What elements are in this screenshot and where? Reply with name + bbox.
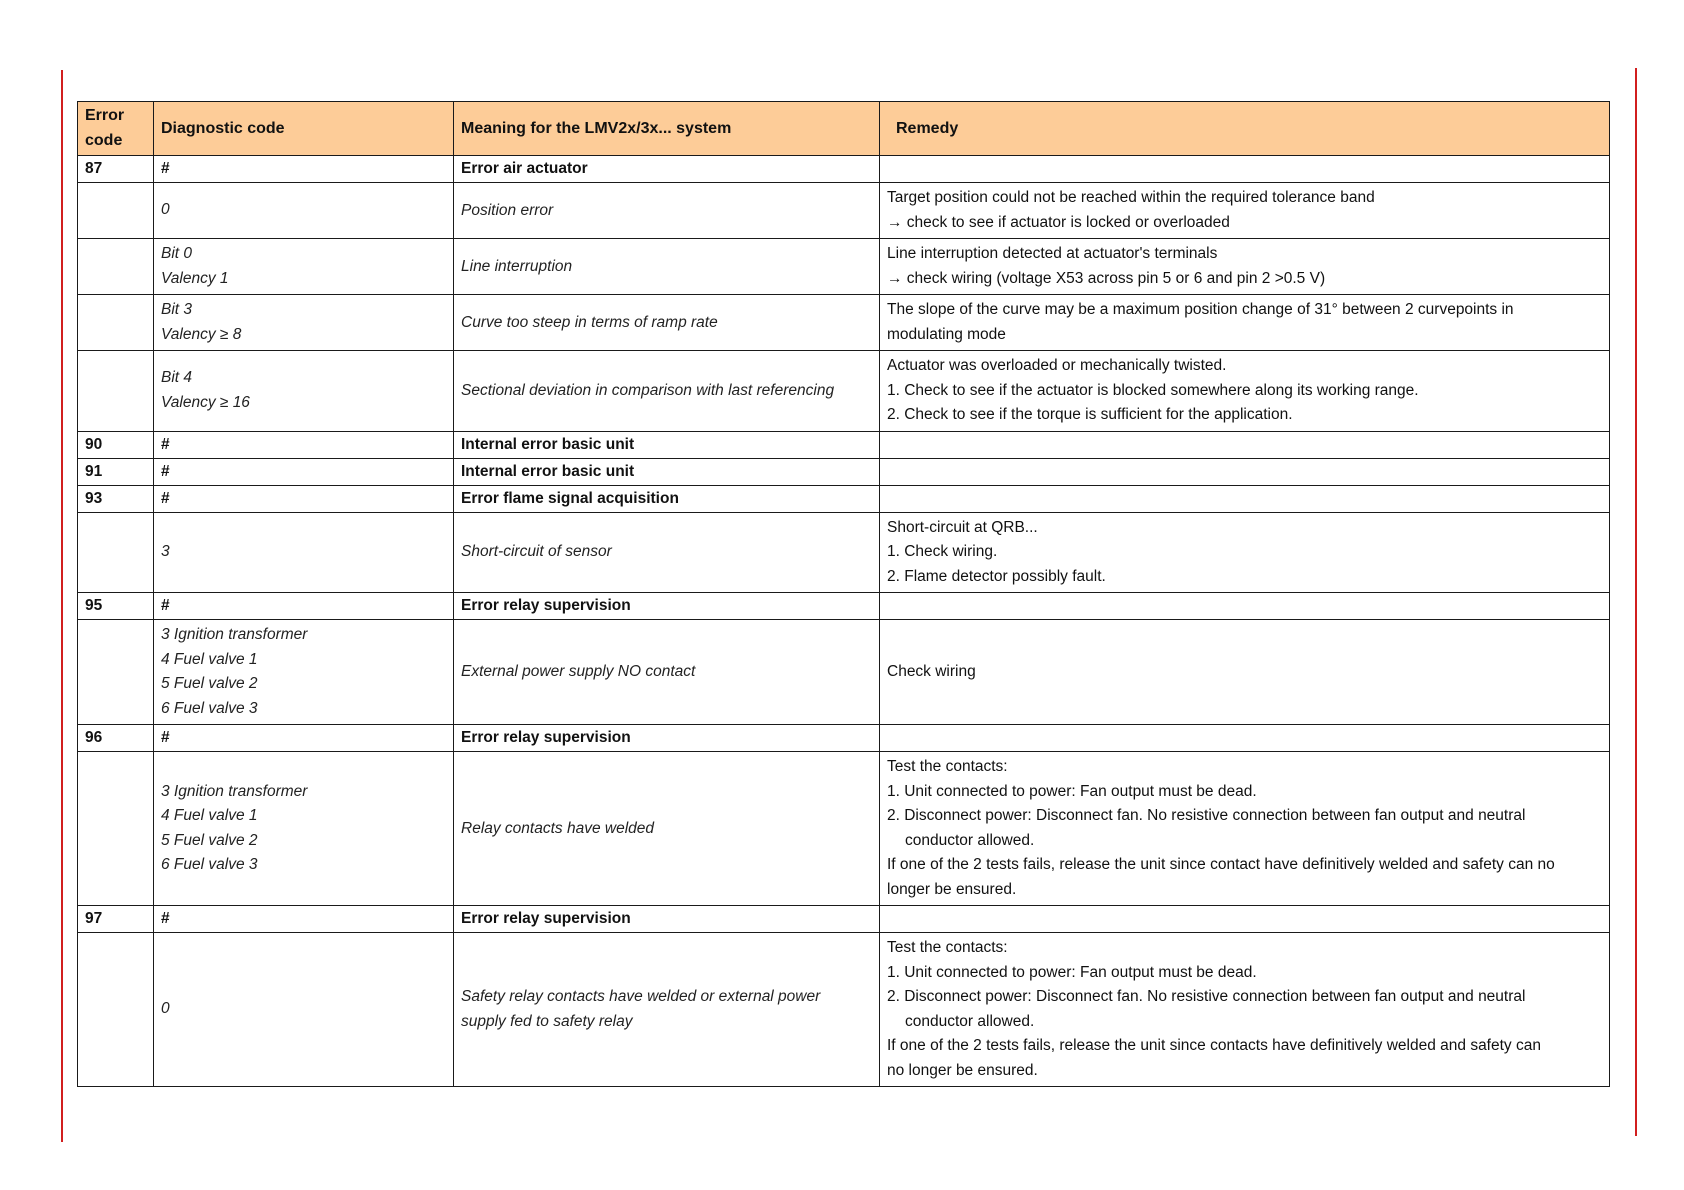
meaning-cell: Error flame signal acquisition [454,485,880,512]
meaning-cell: Internal error basic unit [454,458,880,485]
meaning-cell: External power supply NO contact [454,620,880,725]
error-code-cell [78,183,154,239]
meaning-cell: Line interruption [454,239,880,295]
error-code-cell [78,620,154,725]
error-code-cell: 87 [78,156,154,183]
error-row-96 [78,725,1610,752]
diagnostic-code-cell: # [154,725,454,752]
diagnostic-row [78,351,1610,432]
diagnostic-code-cell: # [154,458,454,485]
header-diagnostic-code: Diagnostic code [154,102,454,156]
diagnostic-row [78,512,1610,593]
remedy-cell [880,156,1610,183]
diagnostic-code-cell: Bit 3 Valency ≥ 8 [154,295,454,351]
diagnostic-code-cell: Bit 0 Valency 1 [154,239,454,295]
error-code-cell [78,752,154,906]
meaning-cell: Sectional deviation in comparison with last referencing [454,351,880,432]
header-meaning: Meaning for the LMV2x/3x... system [454,102,880,156]
meaning-cell: Position error [454,183,880,239]
meaning-cell: Error relay supervision [454,725,880,752]
error-row-97 [78,906,1610,933]
meaning-cell: Curve too steep in terms of ramp rate [454,295,880,351]
error-row-93 [78,485,1610,512]
remedy-cell: Actuator was overloaded or mechanically twisted. 1. Check to see if the actuator is blocked somewhere along its working range. 2. Check to see if the torque is sufficient for the application. [880,351,1610,432]
diagnostic-row [78,295,1610,351]
remedy-cell: Test the contacts: 1. Unit connected to power: Fan output must be dead. 2. Disconnect power: Disconnect fan. No resistive connection between fan output and neutral conductor allowed. If one of the 2 tests fails, release the unit since contacts have definitively welded and safety can no longer be ensured. [880,933,1610,1087]
meaning-cell: Error air actuator [454,156,880,183]
meaning-cell: Safety relay contacts have welded or external power supply fed to safety relay [454,933,880,1087]
diagnostic-code-cell: 3 Ignition transformer 4 Fuel valve 1 5 Fuel valve 2 6 Fuel valve 3 [154,752,454,906]
error-code-cell [78,295,154,351]
table-header-row [78,102,1610,156]
diagnostic-row [78,183,1610,239]
diagnostic-code-cell: # [154,431,454,458]
error-code-cell: 96 [78,725,154,752]
error-row-91 [78,458,1610,485]
left-margin-line [61,70,63,1142]
error-code-cell [78,512,154,593]
error-code-cell [78,351,154,432]
remedy-cell [880,458,1610,485]
remedy-cell: Target position could not be reached within the required tolerance band → check to see if actuator is locked or overloaded [880,183,1610,239]
remedy-cell: Short-circuit at QRB... 1. Check wiring. 2. Flame detector possibly fault. [880,512,1610,593]
diagnostic-code-cell: # [154,156,454,183]
diagnostic-code-cell: 0 [154,933,454,1087]
error-code-table [77,101,1610,1087]
remedy-cell: Line interruption detected at actuator's terminals → check wiring (voltage X53 across pin 5 or 6 and pin 2 >0.5 V) [880,239,1610,295]
right-margin-line [1635,68,1637,1136]
error-code-cell: 91 [78,458,154,485]
diagnostic-row [78,620,1610,725]
error-code-cell [78,239,154,295]
diagnostic-code-cell: # [154,593,454,620]
header-error-code: Error code [78,102,154,156]
meaning-cell: Short-circuit of sensor [454,512,880,593]
error-code-cell: 97 [78,906,154,933]
diagnostic-code-cell: Bit 4 Valency ≥ 16 [154,351,454,432]
error-code-cell: 95 [78,593,154,620]
diagnostic-code-cell: 3 Ignition transformer 4 Fuel valve 1 5 Fuel valve 2 6 Fuel valve 3 [154,620,454,725]
error-row-90 [78,431,1610,458]
diagnostic-code-cell: 3 [154,512,454,593]
remedy-cell: The slope of the curve may be a maximum position change of 31° between 2 curvepoints in modulating mode [880,295,1610,351]
meaning-cell: Error relay supervision [454,593,880,620]
diagnostic-row [78,239,1610,295]
remedy-cell: Check wiring [880,620,1610,725]
remedy-cell [880,725,1610,752]
remedy-cell [880,485,1610,512]
diagnostic-code-cell: # [154,485,454,512]
meaning-cell: Internal error basic unit [454,431,880,458]
meaning-cell: Relay contacts have welded [454,752,880,906]
error-row-87 [78,156,1610,183]
error-code-cell: 90 [78,431,154,458]
diagnostic-code-cell: 0 [154,183,454,239]
diagnostic-code-cell: # [154,906,454,933]
remedy-cell [880,593,1610,620]
remedy-cell [880,906,1610,933]
header-remedy: Remedy [880,102,1610,156]
error-code-cell: 93 [78,485,154,512]
meaning-cell: Error relay supervision [454,906,880,933]
diagnostic-row [78,933,1610,1087]
error-code-cell [78,933,154,1087]
error-row-95 [78,593,1610,620]
remedy-cell: Test the contacts: 1. Unit connected to power: Fan output must be dead. 2. Disconnect power: Disconnect fan. No resistive connection between fan output and neutral conductor allowed. If one of the 2 tests fails, release the unit since contact have definitively welded and safety can no longer be ensured. [880,752,1610,906]
remedy-cell [880,431,1610,458]
diagnostic-row [78,752,1610,906]
